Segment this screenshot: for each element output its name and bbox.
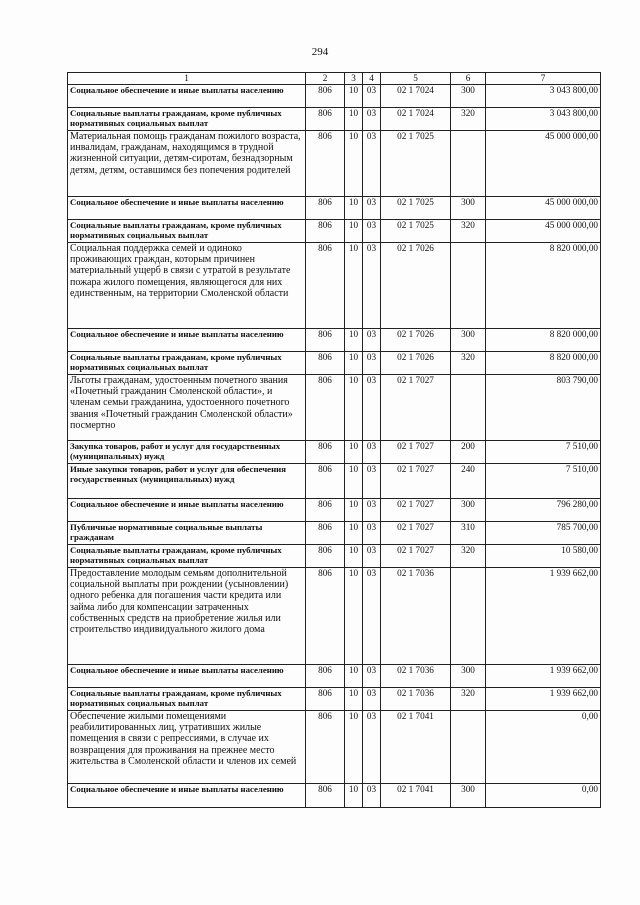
target-article-code: 02 1 7025 xyxy=(381,197,451,220)
item-name: Социальные выплаты гражданам, кроме публичных нормативных социальных выплат xyxy=(68,220,306,243)
subsection-code: 03 xyxy=(363,352,381,375)
section-code: 10 xyxy=(345,545,363,568)
expense-type-code: 240 xyxy=(451,464,486,499)
section-code: 10 xyxy=(345,220,363,243)
target-article-code: 02 1 7027 xyxy=(381,464,451,499)
admin-code: 806 xyxy=(306,522,345,545)
amount: 8 820 000,00 xyxy=(486,243,601,329)
target-article-code: 02 1 7036 xyxy=(381,665,451,688)
amount: 45 000 000,00 xyxy=(486,220,601,243)
subsection-code: 03 xyxy=(363,464,381,499)
item-name: Социальное обеспечение и иные выплаты населению xyxy=(68,197,306,220)
expense-type-code: 300 xyxy=(451,197,486,220)
amount: 3 043 800,00 xyxy=(486,108,601,131)
admin-code: 806 xyxy=(306,329,345,352)
amount: 45 000 000,00 xyxy=(486,131,601,197)
expense-type-code: 300 xyxy=(451,85,486,108)
admin-code: 806 xyxy=(306,784,345,808)
admin-code: 806 xyxy=(306,545,345,568)
table-row xyxy=(68,243,601,329)
admin-code: 806 xyxy=(306,352,345,375)
table-row xyxy=(68,688,601,711)
table-row xyxy=(68,499,601,522)
subsection-code: 03 xyxy=(363,441,381,464)
section-code: 10 xyxy=(345,688,363,711)
table-row xyxy=(68,441,601,464)
expense-type-code: 320 xyxy=(451,108,486,131)
amount: 1 939 662,00 xyxy=(486,665,601,688)
target-article-code: 02 1 7036 xyxy=(381,688,451,711)
item-name: Социальные выплаты гражданам, кроме публичных нормативных социальных выплат xyxy=(68,688,306,711)
amount: 0,00 xyxy=(486,711,601,784)
expense-type-code: 300 xyxy=(451,665,486,688)
column-header: 2 xyxy=(306,73,345,85)
expense-type-code: 300 xyxy=(451,499,486,522)
subsection-code: 03 xyxy=(363,243,381,329)
column-header: 7 xyxy=(486,73,601,85)
table-row xyxy=(68,464,601,499)
item-name: Социальное обеспечение и иные выплаты населению xyxy=(68,665,306,688)
admin-code: 806 xyxy=(306,464,345,499)
table-row xyxy=(68,568,601,665)
item-name: Социальное обеспечение и иные выплаты населению xyxy=(68,329,306,352)
section-code: 10 xyxy=(345,108,363,131)
amount: 785 700,00 xyxy=(486,522,601,545)
amount: 0,00 xyxy=(486,784,601,808)
table-row xyxy=(68,108,601,131)
admin-code: 806 xyxy=(306,243,345,329)
section-code: 10 xyxy=(345,441,363,464)
column-header: 1 xyxy=(68,73,306,85)
section-code: 10 xyxy=(345,711,363,784)
table-row xyxy=(68,220,601,243)
table-row xyxy=(68,85,601,108)
subsection-code: 03 xyxy=(363,85,381,108)
item-name: Льготы гражданам, удостоенным почетного звания «Почетный гражданин Смоленской области», и членам семьи гражданина, удостоенного почетного звания «Почетный гражданин Смоленской области» посмертно xyxy=(68,375,306,441)
amount: 796 280,00 xyxy=(486,499,601,522)
subsection-code: 03 xyxy=(363,499,381,522)
subsection-code: 03 xyxy=(363,688,381,711)
section-code: 10 xyxy=(345,329,363,352)
section-code: 10 xyxy=(345,784,363,808)
expense-type-code: 320 xyxy=(451,220,486,243)
target-article-code: 02 1 7024 xyxy=(381,85,451,108)
section-code: 10 xyxy=(345,131,363,197)
admin-code: 806 xyxy=(306,499,345,522)
item-name: Социальные выплаты гражданам, кроме публичных нормативных социальных выплат xyxy=(68,545,306,568)
expense-type-code: 300 xyxy=(451,329,486,352)
admin-code: 806 xyxy=(306,220,345,243)
target-article-code: 02 1 7025 xyxy=(381,131,451,197)
expense-type-code xyxy=(451,375,486,441)
amount: 7 510,00 xyxy=(486,464,601,499)
amount: 8 820 000,00 xyxy=(486,329,601,352)
amount: 10 580,00 xyxy=(486,545,601,568)
expense-type-code: 200 xyxy=(451,441,486,464)
subsection-code: 03 xyxy=(363,108,381,131)
section-code: 10 xyxy=(345,568,363,665)
subsection-code: 03 xyxy=(363,522,381,545)
column-header: 5 xyxy=(381,73,451,85)
target-article-code: 02 1 7036 xyxy=(381,568,451,665)
column-header: 4 xyxy=(363,73,381,85)
subsection-code: 03 xyxy=(363,784,381,808)
admin-code: 806 xyxy=(306,711,345,784)
section-code: 10 xyxy=(345,665,363,688)
amount: 1 939 662,00 xyxy=(486,568,601,665)
item-name: Закупка товаров, работ и услуг для государственных (муниципальных) нужд xyxy=(68,441,306,464)
column-header: 6 xyxy=(451,73,486,85)
subsection-code: 03 xyxy=(363,329,381,352)
item-name: Обеспечение жилыми помещениями реабилитированных лиц, утративших жилые помещения в связи с репрессиями, в случае их возвращения для проживания на прежнее место жительства в Смоленской области и членов их семей xyxy=(68,711,306,784)
expense-type-code: 300 xyxy=(451,784,486,808)
table-row xyxy=(68,197,601,220)
item-name: Социальные выплаты гражданам, кроме публичных нормативных социальных выплат xyxy=(68,108,306,131)
admin-code: 806 xyxy=(306,197,345,220)
table-body xyxy=(68,73,601,808)
item-name: Предоставление молодым семьям дополнительной социальной выплаты при рождении (усыновлении) одного ребенка для погашения части кредита или займа либо для компенсации затраченных собственных средств на приобретение жилья или строительство индивидуального жилого дома xyxy=(68,568,306,665)
section-code: 10 xyxy=(345,243,363,329)
table-row xyxy=(68,131,601,197)
section-code: 10 xyxy=(345,375,363,441)
subsection-code: 03 xyxy=(363,197,381,220)
subsection-code: 03 xyxy=(363,375,381,441)
table-row xyxy=(68,329,601,352)
subsection-code: 03 xyxy=(363,568,381,665)
admin-code: 806 xyxy=(306,85,345,108)
amount: 7 510,00 xyxy=(486,441,601,464)
target-article-code: 02 1 7041 xyxy=(381,711,451,784)
target-article-code: 02 1 7026 xyxy=(381,329,451,352)
admin-code: 806 xyxy=(306,688,345,711)
subsection-code: 03 xyxy=(363,665,381,688)
column-header-row xyxy=(68,73,601,85)
table-row xyxy=(68,784,601,808)
item-name: Иные закупки товаров, работ и услуг для обеспечения государственных (муниципальных) нужд xyxy=(68,464,306,499)
amount: 3 043 800,00 xyxy=(486,85,601,108)
item-name: Социальные выплаты гражданам, кроме публичных нормативных социальных выплат xyxy=(68,352,306,375)
section-code: 10 xyxy=(345,85,363,108)
target-article-code: 02 1 7024 xyxy=(381,108,451,131)
target-article-code: 02 1 7027 xyxy=(381,375,451,441)
amount: 803 790,00 xyxy=(486,375,601,441)
table-row xyxy=(68,522,601,545)
subsection-code: 03 xyxy=(363,220,381,243)
expense-type-code xyxy=(451,131,486,197)
item-name: Социальное обеспечение и иные выплаты населению xyxy=(68,85,306,108)
expense-type-code xyxy=(451,568,486,665)
amount: 8 820 000,00 xyxy=(486,352,601,375)
expense-type-code: 320 xyxy=(451,688,486,711)
expense-type-code xyxy=(451,711,486,784)
admin-code: 806 xyxy=(306,665,345,688)
target-article-code: 02 1 7027 xyxy=(381,441,451,464)
expense-type-code: 320 xyxy=(451,545,486,568)
section-code: 10 xyxy=(345,464,363,499)
admin-code: 806 xyxy=(306,108,345,131)
amount: 1 939 662,00 xyxy=(486,688,601,711)
table-row xyxy=(68,665,601,688)
admin-code: 806 xyxy=(306,131,345,197)
admin-code: 806 xyxy=(306,568,345,665)
item-name: Социальное обеспечение и иные выплаты населению xyxy=(68,499,306,522)
table-row xyxy=(68,375,601,441)
section-code: 10 xyxy=(345,197,363,220)
target-article-code: 02 1 7027 xyxy=(381,545,451,568)
target-article-code: 02 1 7041 xyxy=(381,784,451,808)
target-article-code: 02 1 7025 xyxy=(381,220,451,243)
page-number: 294 xyxy=(311,46,329,58)
expense-type-code: 320 xyxy=(451,352,486,375)
subsection-code: 03 xyxy=(363,711,381,784)
table-row xyxy=(68,352,601,375)
item-name: Социальное обеспечение и иные выплаты населению xyxy=(68,784,306,808)
column-header: 3 xyxy=(345,73,363,85)
subsection-code: 03 xyxy=(363,131,381,197)
table-row xyxy=(68,711,601,784)
admin-code: 806 xyxy=(306,375,345,441)
budget-table xyxy=(67,72,601,808)
expense-type-code: 310 xyxy=(451,522,486,545)
section-code: 10 xyxy=(345,352,363,375)
admin-code: 806 xyxy=(306,441,345,464)
item-name: Материальная помощь гражданам пожилого возраста, инвалидам, гражданам, находящимся в трудной жизненной ситуации, детям-сиротам, безнадзорным детям, детям, оставшимся без попечения родителей xyxy=(68,131,306,197)
section-code: 10 xyxy=(345,499,363,522)
target-article-code: 02 1 7027 xyxy=(381,522,451,545)
amount: 45 000 000,00 xyxy=(486,197,601,220)
table-row xyxy=(68,545,601,568)
target-article-code: 02 1 7026 xyxy=(381,243,451,329)
target-article-code: 02 1 7027 xyxy=(381,499,451,522)
subsection-code: 03 xyxy=(363,545,381,568)
expense-type-code xyxy=(451,243,486,329)
item-name: Социальная поддержка семей и одиноко проживающих граждан, которым причинен материальный ущерб в связи с утратой в результате пожара жилого помещения, являющегося для них единственным, на территории Смоленской области xyxy=(68,243,306,329)
target-article-code: 02 1 7026 xyxy=(381,352,451,375)
item-name: Публичные нормативные социальные выплаты гражданам xyxy=(68,522,306,545)
section-code: 10 xyxy=(345,522,363,545)
